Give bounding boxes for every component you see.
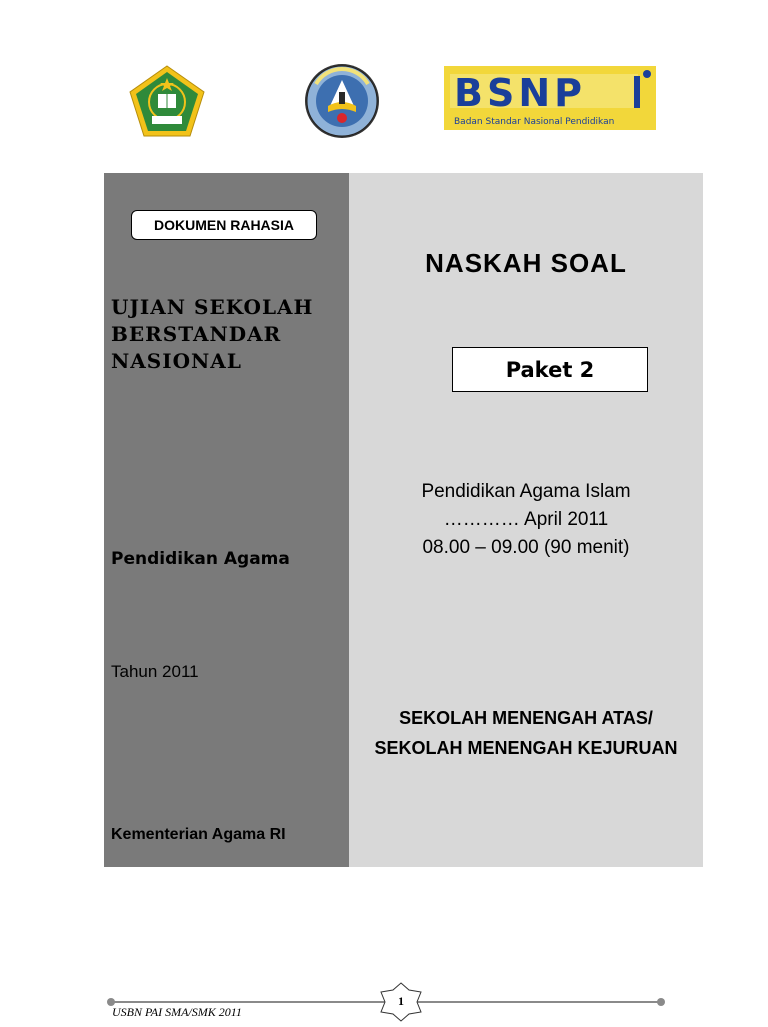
- exam-info: [349, 478, 703, 562]
- school-type-line-2: SEKOLAH MENENGAH KEJURUAN: [374, 738, 678, 758]
- footer-text: USBN PAI SMA/SMK 2011: [112, 1005, 242, 1019]
- package-box: Paket 2: [452, 347, 648, 392]
- document-title: NASKAH SOAL: [425, 248, 627, 278]
- confidential-document-badge: DOKUMEN RAHASIA: [131, 210, 317, 240]
- exam-subject: Pendidikan Agama Islam: [421, 481, 631, 502]
- subject-label: Pendidikan Agama: [111, 549, 290, 569]
- exam-title-line-3: NASIONAL: [111, 349, 242, 373]
- page-number: 1: [398, 994, 404, 1008]
- tut-wuri-handayani-logo: [302, 62, 382, 140]
- left-cover-panel: [104, 173, 349, 867]
- school-type-line-1: SEKOLAH MENENGAH ATAS/: [399, 708, 653, 728]
- exam-date: ………… April 2011: [443, 509, 609, 530]
- exam-title-line-2: BERSTANDAR: [111, 322, 282, 346]
- ministry-label: Kementerian Agama RI: [111, 826, 286, 843]
- kemenag-logo: [128, 64, 206, 138]
- footer-rule-right-end: [657, 998, 665, 1006]
- svg-text:Badan Standar Nasional Pendidi: Badan Standar Nasional Pendidikan: [454, 117, 615, 127]
- exam-time: 08.00 – 09.00 (90 menit): [422, 537, 630, 558]
- year-label: Tahun 2011: [111, 662, 199, 681]
- school-type: [349, 703, 703, 763]
- svg-text:BSNP: BSNP: [454, 71, 586, 115]
- exam-title-line-1: UJIAN SEKOLAH: [111, 295, 314, 319]
- bsnp-logo: [444, 66, 656, 130]
- exam-title: [111, 294, 341, 375]
